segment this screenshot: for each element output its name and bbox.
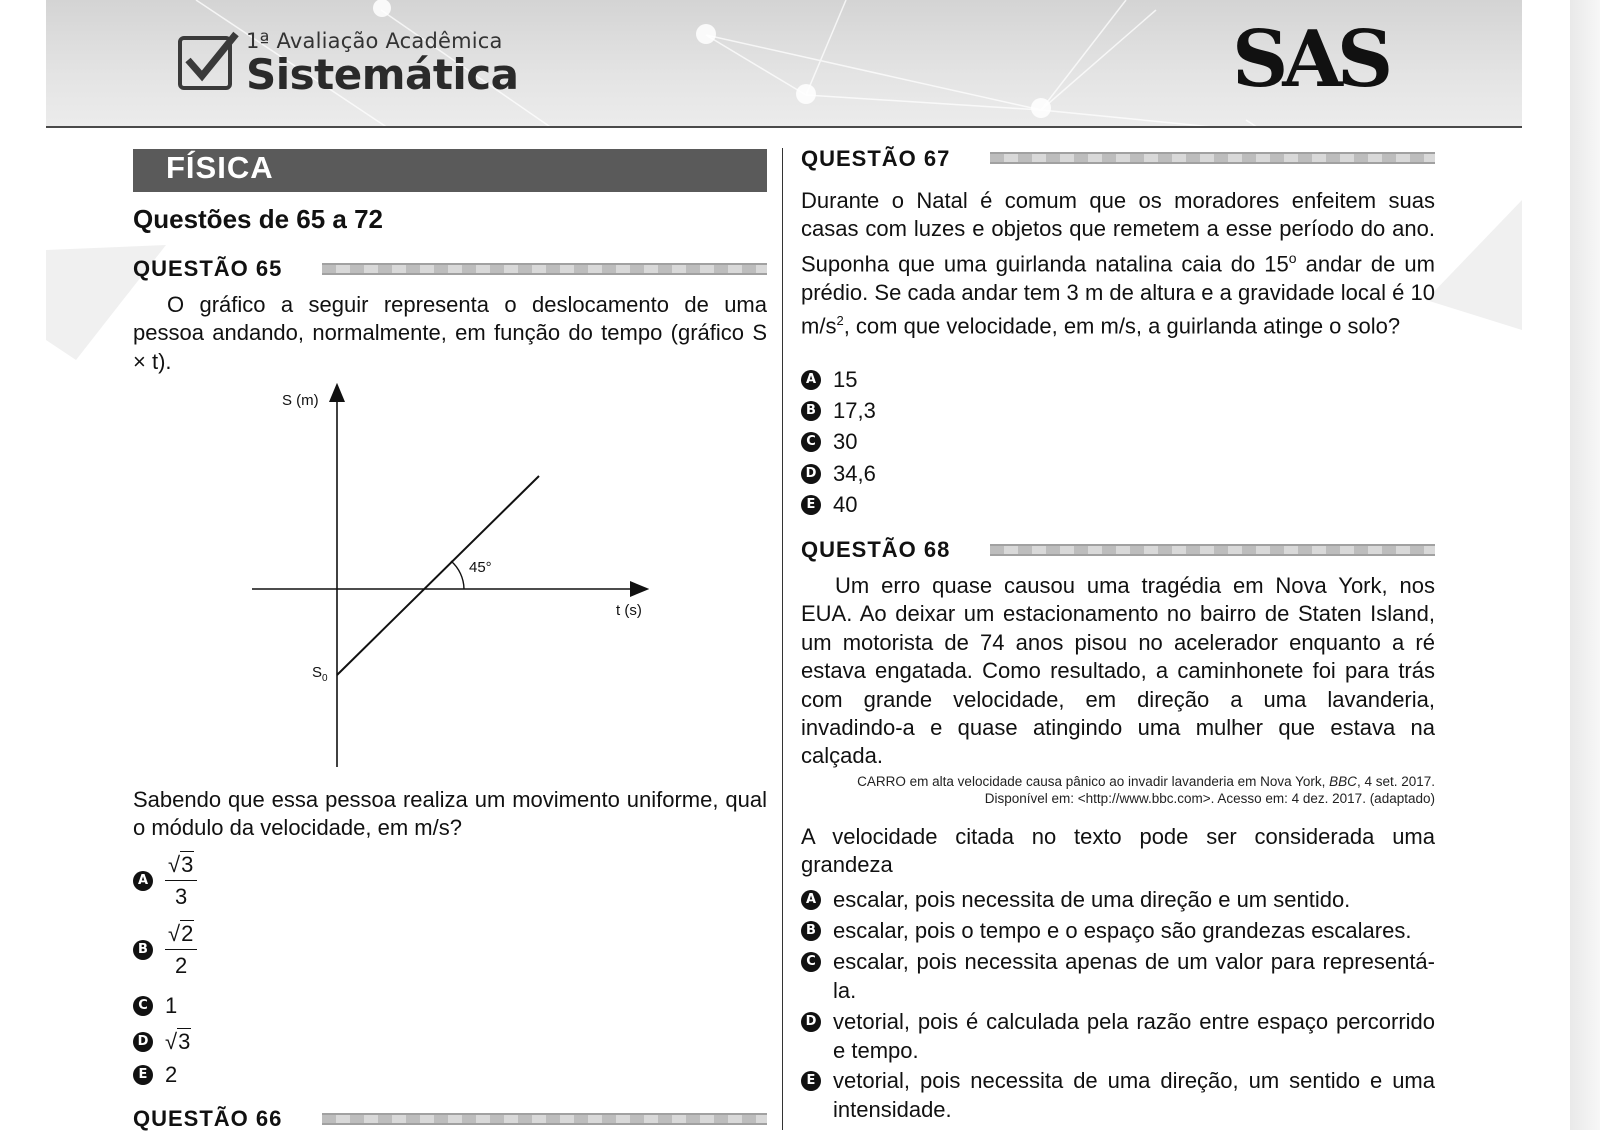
question-65-option-b[interactable] xyxy=(133,921,197,979)
questions-range-title: Questões de 65 a 72 xyxy=(133,204,384,234)
displacement-time-graph xyxy=(240,380,660,770)
fraction-sqrt3-over-3: $\frac{√3}{3}$ xyxy=(165,852,197,910)
option-text: 34,6 xyxy=(833,461,876,486)
option-d-badge: D xyxy=(133,1032,153,1052)
question-65-prompt: Sabendo que essa pessoa realiza um movimento uniforme, qual o módulo da velocidade, em m/s? xyxy=(133,787,767,841)
y-axis-label: S (m) xyxy=(282,392,319,409)
question-65-title: QUESTÃO 65 xyxy=(133,256,283,281)
exponent-mark: 2 xyxy=(836,312,844,328)
question-65-option-d[interactable] xyxy=(133,1029,191,1055)
option-badge: B xyxy=(801,921,821,941)
option-c-text: 1 xyxy=(165,993,178,1018)
option-d-sqrt3: √3 xyxy=(165,1029,191,1054)
question-67-option-d[interactable] xyxy=(801,461,876,487)
question-68-option-e[interactable] xyxy=(801,1067,1435,1124)
option-text: escalar, pois o tempo e o espaço são grandezas escalares. xyxy=(833,918,1412,943)
s0-label: $S_0$ xyxy=(312,664,328,684)
column-divider xyxy=(782,148,783,1130)
question-67-option-e[interactable] xyxy=(801,492,857,518)
x-axis-label: t (s) xyxy=(616,602,642,619)
header-rule xyxy=(46,126,1522,128)
option-badge: C xyxy=(801,952,821,972)
angle-arc xyxy=(451,561,464,589)
option-e-badge: E xyxy=(133,1065,153,1085)
option-text: vetorial, pois necessita de uma direção, um sentido e uma intensidade. xyxy=(833,1068,1435,1122)
passage-source-citation: CARRO em alta velocidade causa pânico ao invadir lavanderia em Nova York, BBC, 4 set. 2017. Disponível em: <http://www.bbc.com>. Acesso em: 4 dez. 2017. (adaptado) xyxy=(857,774,1435,806)
option-badge: E xyxy=(801,495,821,515)
question-67-title: QUESTÃO 67 xyxy=(801,146,951,171)
question-68-prompt: A velocidade citada no texto pode ser considerada uma grandeza xyxy=(801,824,1435,878)
exam-subtitle: 1ª Avaliação Acadêmica xyxy=(246,29,503,53)
question-65-option-a[interactable] xyxy=(133,852,197,910)
option-a-badge: A xyxy=(133,871,153,891)
question-65-rule xyxy=(322,263,767,275)
exam-title: Sistemática xyxy=(246,50,519,99)
option-badge: C xyxy=(801,432,821,452)
option-text: 17,3 xyxy=(833,398,876,423)
question-67-option-a[interactable] xyxy=(801,367,857,393)
brand-logo: SAS xyxy=(1232,14,1388,105)
option-badge: E xyxy=(801,1071,821,1091)
option-b-badge: B xyxy=(133,940,153,960)
question-68-option-b[interactable] xyxy=(801,917,1435,946)
option-text: vetorial, pois é calculada pela razão entre espaço percorrido e tempo. xyxy=(833,1009,1435,1063)
question-68-option-d[interactable] xyxy=(801,1008,1435,1065)
question-65-option-c[interactable] xyxy=(133,993,177,1019)
question-66-rule xyxy=(322,1113,767,1125)
option-badge: B xyxy=(801,401,821,421)
question-67-option-c[interactable] xyxy=(801,429,857,455)
option-badge: A xyxy=(801,370,821,390)
question-67-rule xyxy=(990,152,1435,164)
option-c-badge: C xyxy=(133,996,153,1016)
question-65-intro: O gráfico a seguir representa o deslocamento de uma pessoa andando, normalmente, em função do tempo (gráfico S × t). xyxy=(133,292,767,374)
option-text: escalar, pois necessita de uma direção e um sentido. xyxy=(833,887,1351,912)
position-line xyxy=(337,476,539,675)
option-text: 15 xyxy=(833,367,858,392)
option-text: 30 xyxy=(833,429,858,454)
question-66-title: QUESTÃO 66 xyxy=(133,1106,283,1131)
fraction-sqrt2-over-2: $\frac{√2}{2}$ xyxy=(165,921,197,979)
question-65-option-e[interactable] xyxy=(133,1062,177,1088)
option-badge: A xyxy=(801,890,821,910)
question-68-rule xyxy=(990,544,1435,556)
option-badge: D xyxy=(801,464,821,484)
subject-label: FÍSICA xyxy=(166,150,274,185)
option-text: 40 xyxy=(833,492,858,517)
angle-label: 45° xyxy=(469,559,492,576)
question-68-option-a[interactable] xyxy=(801,886,1435,915)
ordinal-mark: o xyxy=(1288,249,1297,266)
question-67-option-b[interactable] xyxy=(801,398,876,424)
question-68-title: QUESTÃO 68 xyxy=(801,537,951,562)
checkbox-logo-icon xyxy=(178,30,240,92)
option-badge: D xyxy=(801,1012,821,1032)
option-text: escalar, pois necessita apenas de um valor para representá-la. xyxy=(833,949,1435,1003)
page-edge-shadow xyxy=(1570,0,1600,1130)
option-e-text: 2 xyxy=(165,1062,178,1087)
question-67-statement: Durante o Natal é comum que os moradores enfeitem suas casas com luzes e objetos que remetem a esse período do ano. Suponha que uma guirlanda natalina caia do 15$^o$ andar de um prédio. Se cada andar tem 3 m de altura e a gravidade local é 10 $m/s^2$, com que velocidade, em m/s, a guirlanda atinge o solo? xyxy=(801,188,1435,339)
question-68-option-c[interactable] xyxy=(801,948,1435,1005)
question-68-passage: Um erro quase causou uma tragédia em Nova York, nos EUA. Ao deixar um estacionamento no bairro de Staten Island, um motorista de 74 anos pisou no acelerador enquanto a ré estava engatada. Como resultado, a caminhonete foi para trás com grande velocidade, em direção a uma lavanderia, invadindo-a e quase atingindo uma mulher que estava na calçada. xyxy=(801,573,1435,769)
